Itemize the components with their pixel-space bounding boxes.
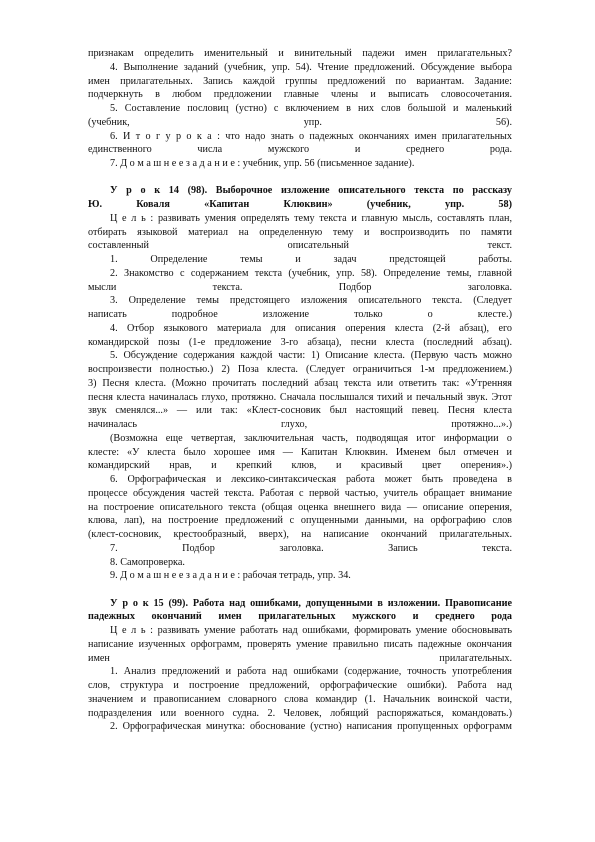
document-text bbox=[88, 47, 512, 734]
text-line: 1. Анализ предложений и работа над ошибками (содержание, точность употребления bbox=[110, 666, 512, 678]
text-line: командирской позы (1-е предложение 3-го абзаца), песни клеста (последний абзац). bbox=[88, 336, 512, 348]
paragraph-gap bbox=[88, 583, 512, 597]
text-line: 2. Орфографическая минутка: обоснование (устно) написания пропущенных орфограмм bbox=[110, 721, 512, 733]
text-line: 9. Д о м а ш н е е з а д а н и е : рабочая тетрадь, упр. 34. bbox=[110, 570, 351, 582]
text-line: отбирать языковой материал на определенную тему и воспроизводить по памяти bbox=[88, 226, 512, 238]
text-line: процессе обсуждения частей текста. Работая с первой частью, учитель обращает внимание bbox=[88, 487, 512, 499]
text-line: командирский нрав, и крепкий клюв, и красивый цвет оперения».) bbox=[88, 460, 512, 472]
text-line: мысли текста. Подбор заголовка. bbox=[88, 281, 512, 293]
text-line: звук сменялся...» — или так: «Клест-сосновик был настоящий певец. Песня клеста bbox=[88, 405, 512, 417]
text-line: 5. Обсуждение содержания каждой части: 1) Описание клеста. (Первую часть можно bbox=[110, 350, 512, 362]
lesson-heading-line: У р о к 15 (99). Работа над ошибками, допущенными в изложении. Правописание bbox=[110, 597, 512, 609]
lesson-heading-line: У р о к 14 (98). Выборочное изложение описательного текста по рассказу bbox=[110, 185, 512, 197]
text-line: 8. Самопроверка. bbox=[110, 556, 185, 568]
text-line: написание изученных орфограмм, проверять умение правильно писать падежные окончания bbox=[88, 638, 512, 650]
text-line: признакам определить именительный и винительный падежи имен прилагательных? bbox=[88, 48, 512, 59]
text-line: клюва, лап), на построение предложений с опущенными данными, на орфографию слов bbox=[88, 515, 512, 527]
text-line: 7. Подбор заголовка. Запись текста. bbox=[110, 542, 512, 554]
text-line: составленный описательный текст. bbox=[88, 240, 512, 252]
text-line: подчеркнуть в любом предложении главные члены и выписать словосочетания. bbox=[88, 89, 512, 101]
text-line: подразделения или военного судна. 2. Человек, лобящий распоряжаться, командовать.) bbox=[88, 707, 512, 719]
text-line: 6. И т о г у р о к а : что надо знать о падежных окончаниях имен прилагательных bbox=[110, 130, 512, 142]
text-line: имен прилагательных. Запись каждой группы предложений по вариантам. Задание: bbox=[88, 75, 512, 87]
text-line: (клест-сосновик, крестообразный, вверх), на написание окончаний прилагательных. bbox=[88, 529, 512, 540]
text-line: значением и правописанием словарного слова командир (1. Начальник воинской части, bbox=[88, 693, 512, 705]
text-line: 4. Отбор языкового материала для описания оперения клеста (2-й абзац), его bbox=[110, 322, 512, 334]
text-line: (учебник, упр. 56). bbox=[88, 116, 512, 128]
text-line: 1. Определение темы и задач предстоящей работы. bbox=[110, 254, 512, 265]
text-line: 5. Составление пословиц (устно) с включением в них слов большой и маленький bbox=[110, 103, 512, 114]
text-line: написать подробное изложение только о клесте.) bbox=[88, 309, 512, 320]
text-line: (Возможна еще четвертая, заключительная часть, подводящая итог информации о bbox=[110, 432, 512, 444]
text-line: Ц е л ь : развивать умение работать над ошибками, формировать умение обосновывать bbox=[110, 625, 512, 636]
text-line: единственного числа мужского и среднего рода. bbox=[88, 144, 512, 156]
text-line: 7. Д о м а ш н е е з а д а н и е : учебник, упр. 56 (письменное задание). bbox=[110, 158, 415, 169]
lesson-heading-line: Ю. Коваля «Капитан Клюквин» (учебник, упр. 58) bbox=[88, 199, 512, 210]
text-line: 2. Знакомство с содержанием текста (учебник, упр. 58). Определение темы, главной bbox=[110, 267, 512, 279]
text-line: 6. Орфографическая и лексико-синтаксическая работа может быть проведена в bbox=[110, 474, 512, 485]
text-line: имен прилагательных. bbox=[88, 652, 512, 664]
text-line: воспроизвести полностью.) 2) Поза клеста. (Следует ограничиться 1-м предложением.) bbox=[88, 364, 512, 375]
paragraph-gap bbox=[88, 171, 512, 185]
text-line: клесте: «У клеста было хорошее имя — Капитан Клюквин. Именем был отмечен и bbox=[88, 446, 512, 458]
text-line: песня клеста начиналась глухо, протяжно. Сначала послышался тихий и печальный звук. Этот bbox=[88, 391, 512, 403]
text-line: 3. Определение темы предстоящего изложения описательного текста. (Следует bbox=[110, 295, 512, 307]
text-line: Ц е л ь : развивать умения определять тему текста и главную мысль, составлять план, bbox=[110, 212, 512, 224]
text-line: слов, структура и построение предложений, орфографические ошибки). Работа над bbox=[88, 680, 512, 691]
text-line: на построение описательного текста (общая оценка внешнего вида — описание оперения, bbox=[88, 501, 512, 513]
text-line: 4. Выполнение заданий (учебник, упр. 54). Чтение предложений. Обсуждение выбора bbox=[110, 61, 512, 73]
lesson-heading-line: падежных окончаний имен прилагательных мужского и среднего рода bbox=[88, 611, 512, 623]
text-line: 3) Песня клеста. (Можно прочитать последний абзац текста или ответить так: «Утренняя bbox=[88, 377, 512, 389]
text-line: начиналась глухо, протяжно...».) bbox=[88, 419, 512, 430]
